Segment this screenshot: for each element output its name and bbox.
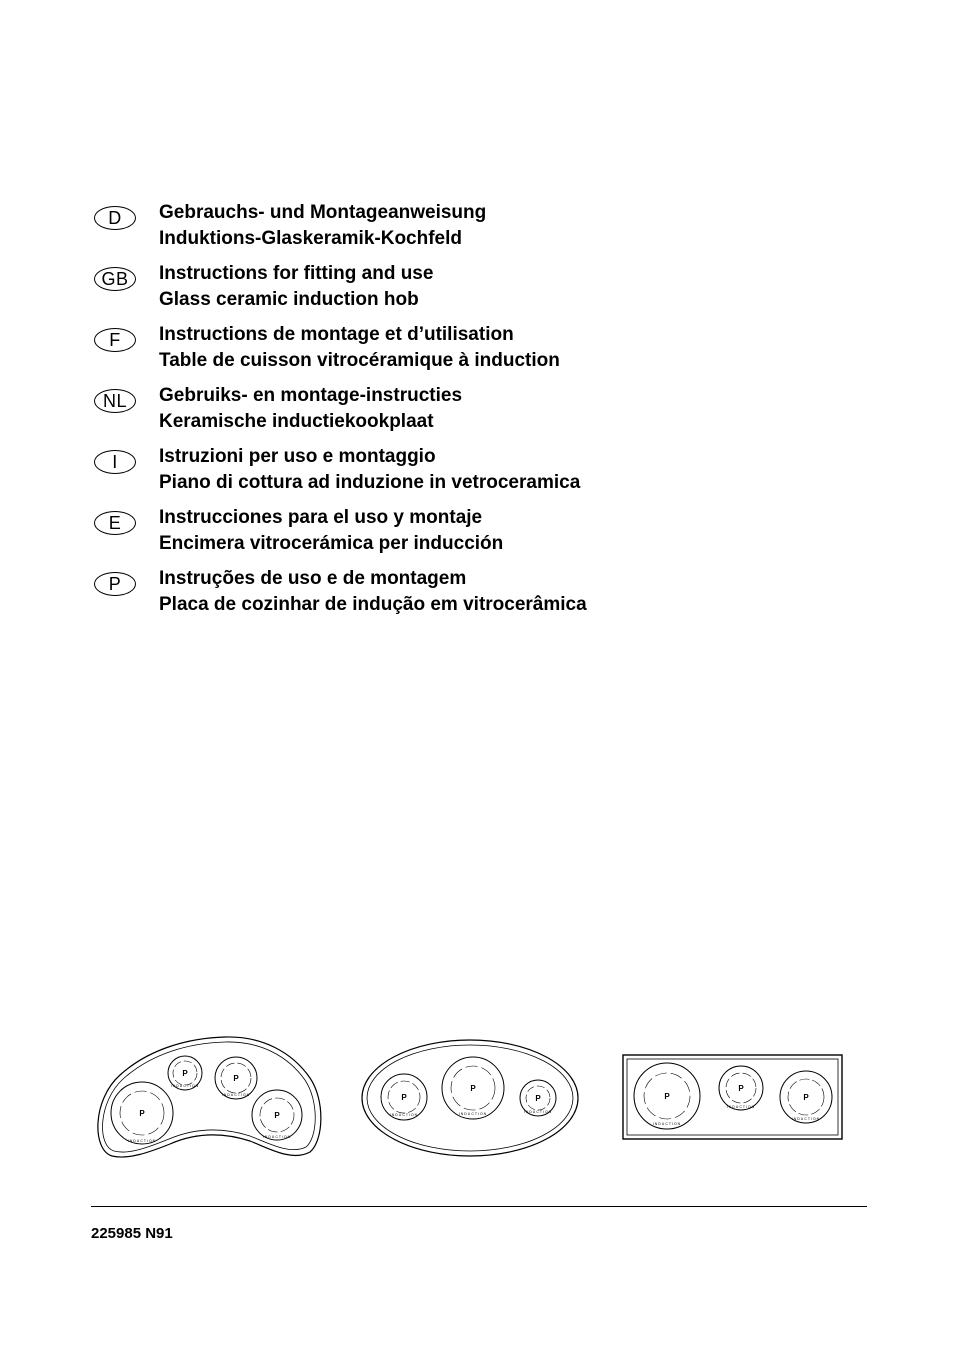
induction-mark: INDUCTION bbox=[127, 1139, 157, 1143]
zone-power-label: P bbox=[182, 1069, 188, 1078]
hob-rectangular-illustration bbox=[623, 1055, 842, 1139]
zone-power-label: P bbox=[803, 1093, 809, 1102]
title-line-1: Instructions de montage et d’utilisation bbox=[159, 324, 514, 345]
footer-divider bbox=[91, 1206, 867, 1207]
title-line-1: Instruções de uso e de montagem bbox=[159, 568, 467, 589]
title-line-1: Gebrauchs- und Montageanweisung bbox=[159, 202, 487, 223]
language-list bbox=[92, 200, 852, 627]
induction-mark: INDUCTION bbox=[791, 1117, 821, 1121]
title-line-1: Gebruiks- en montage-instructies bbox=[159, 385, 463, 406]
title-line-2: Table de cuisson vitrocéramique à induction bbox=[159, 350, 560, 371]
zone-power-label: P bbox=[274, 1111, 280, 1120]
title-line-1: Instrucciones para el uso y montaje bbox=[159, 507, 483, 528]
language-code-badge: I bbox=[94, 450, 136, 474]
title-line-2: Piano di cottura ad induzione in vetroceramica bbox=[159, 472, 581, 493]
title-line-2: Induktions-Glaskeramik-Kochfeld bbox=[159, 228, 463, 249]
zone-power-label: P bbox=[233, 1074, 239, 1083]
hob-illustrations bbox=[0, 1030, 954, 1170]
language-row-nl bbox=[92, 383, 852, 444]
language-code-badge: E bbox=[94, 511, 136, 535]
language-title bbox=[159, 261, 433, 313]
induction-mark: INDUCTION bbox=[726, 1105, 756, 1109]
induction-mark: INDUCTION bbox=[262, 1135, 292, 1139]
language-code-badge: GB bbox=[94, 267, 136, 291]
language-title bbox=[159, 200, 486, 252]
language-row-fr bbox=[92, 322, 852, 383]
zone-power-label: P bbox=[664, 1092, 670, 1101]
language-title bbox=[159, 444, 580, 496]
language-row-gb bbox=[92, 261, 852, 322]
document-number: 225985 N91 bbox=[91, 1225, 173, 1242]
language-code-badge: P bbox=[94, 572, 136, 596]
induction-mark: INDUCTION bbox=[170, 1084, 200, 1088]
title-line-2: Placa de cozinhar de indução em vitrocerâmica bbox=[159, 594, 587, 615]
induction-mark: INDUCTION bbox=[458, 1112, 488, 1116]
language-row-es bbox=[92, 505, 852, 566]
language-title bbox=[159, 505, 503, 557]
language-title bbox=[159, 383, 462, 435]
language-row-pt bbox=[92, 566, 852, 627]
zone-power-label: P bbox=[470, 1084, 476, 1093]
language-row-it bbox=[92, 444, 852, 505]
hob-oval-illustration bbox=[362, 1040, 578, 1156]
title-line-2: Keramische inductiekookplaat bbox=[159, 411, 434, 432]
zone-power-label: P bbox=[738, 1084, 744, 1093]
language-code-badge: F bbox=[94, 328, 136, 352]
language-code-badge: D bbox=[94, 206, 136, 230]
induction-mark: INDUCTION bbox=[652, 1122, 682, 1126]
language-title bbox=[159, 566, 587, 618]
induction-mark: INDUCTION bbox=[389, 1113, 419, 1117]
title-line-1: Instructions for fitting and use bbox=[159, 263, 434, 284]
zone-power-label: P bbox=[139, 1109, 145, 1118]
title-line-2: Glass ceramic induction hob bbox=[159, 289, 419, 310]
title-line-2: Encimera vitrocerámica per inducción bbox=[159, 533, 504, 554]
language-code-badge: NL bbox=[94, 389, 136, 413]
title-line-1: Istruzioni per uso e montaggio bbox=[159, 446, 436, 467]
language-row-de bbox=[92, 200, 852, 261]
hob-oval-inner-outline bbox=[367, 1045, 573, 1151]
zone-power-label: P bbox=[401, 1093, 407, 1102]
language-title bbox=[159, 322, 560, 374]
induction-mark: INDUCTION bbox=[523, 1110, 553, 1114]
zone-power-label: P bbox=[535, 1094, 541, 1103]
induction-mark: INDUCTION bbox=[221, 1093, 251, 1097]
